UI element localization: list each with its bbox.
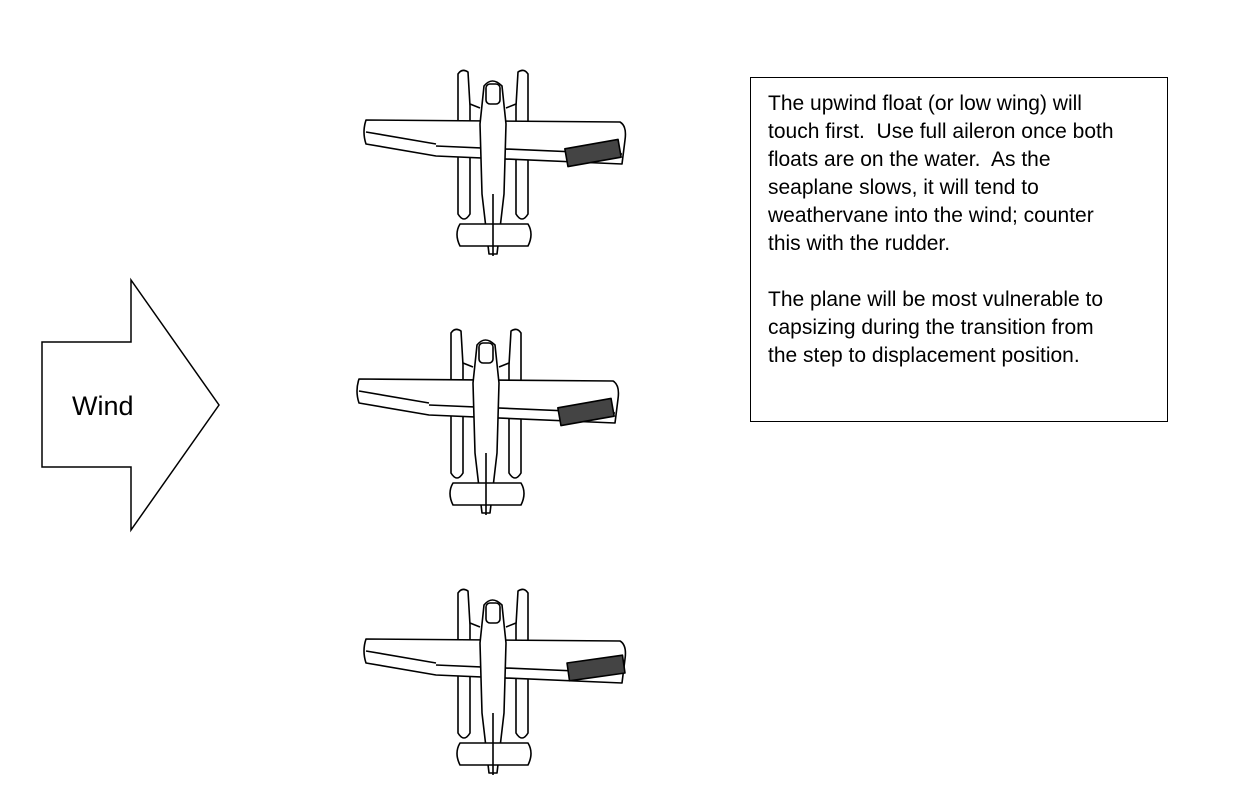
seaplane-bottom-icon (352, 583, 642, 783)
seaplane-middle-icon (345, 323, 635, 523)
note-box (750, 77, 1168, 422)
note-paragraph-1: The upwind float (or low wing) will touch first. Use full aileron once both floats are on the water. As the seaplane slows, it will tend to weathervane into the wind; counter this with the rudder. (768, 92, 1114, 255)
note-paragraph-2: The plane will be most vulnerable to capsizing during the transition from the step to displacement position. (768, 288, 1104, 367)
wind-arrow-icon (0, 0, 230, 540)
wind-label: Wind (72, 391, 134, 421)
seaplane-top-icon (352, 64, 642, 264)
